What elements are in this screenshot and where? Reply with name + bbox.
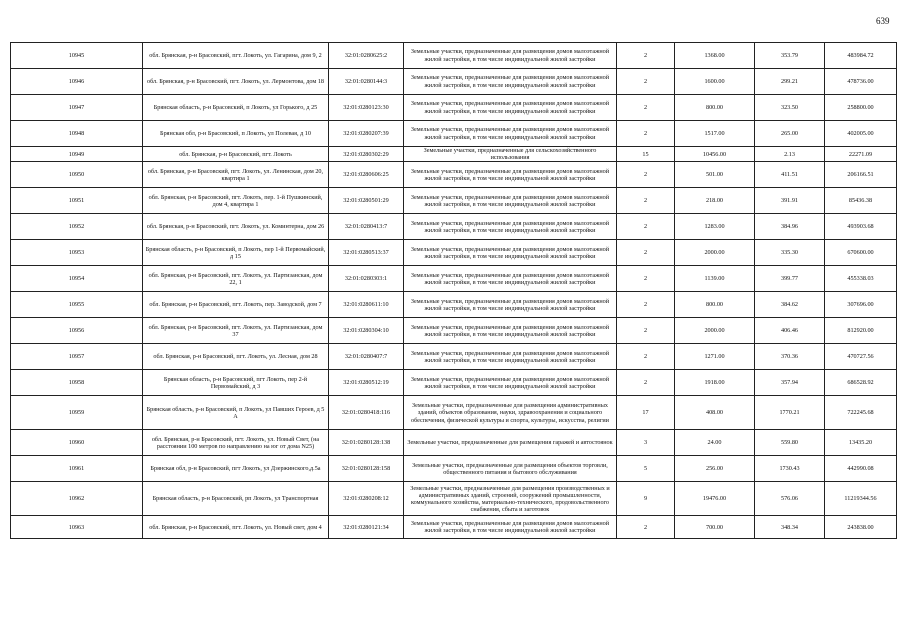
cell-usage: Земельные участки, предназначенные для размещения домов малоэтажной жилой застройки, в том числе индивидуальной жилой застройки	[404, 516, 617, 539]
table-row	[11, 69, 897, 95]
cell-usage: Земельные участки, предназначенные для размещения домов малоэтажной жилой застройки, в том числе индивидуальной жилой застройки	[404, 214, 617, 240]
cell-num: 10962	[11, 482, 143, 516]
cell-area: 700.00	[675, 516, 755, 539]
cell-count: 2	[617, 95, 675, 121]
cell-value: 483984.72	[825, 43, 897, 69]
cell-address: обл. Брянская, р-н Брасовский, пгт. Локоть, ул. Новый Свет, (на расстоянии 100 метров по направлению на юг от дома N25)	[143, 430, 329, 456]
cell-cadastral: 32:01:0280128:158	[329, 456, 404, 482]
cell-value: 686528.92	[825, 370, 897, 396]
cell-num: 10956	[11, 318, 143, 344]
cell-price: 384.62	[755, 292, 825, 318]
cell-value: 478736.00	[825, 69, 897, 95]
table-row	[11, 516, 897, 539]
cell-price: 411.51	[755, 162, 825, 188]
table-row	[11, 266, 897, 292]
cell-price: 353.79	[755, 43, 825, 69]
cell-address: обл. Брянская, р-н Брасовский, пгт. Локоть, ул. Гагарина, дом 9, 2	[143, 43, 329, 69]
cell-count: 2	[617, 516, 675, 539]
cell-cadastral: 32:01:0280304:10	[329, 318, 404, 344]
cell-cadastral: 32:01:0280413:7	[329, 214, 404, 240]
cell-num: 10960	[11, 430, 143, 456]
cell-count: 2	[617, 121, 675, 147]
cell-address: Брянская область, р-н Брасовский, п Локоть, пер 1-й Первомайский, д 15	[143, 240, 329, 266]
cell-address: обл. Брянская, р-н Брасовский, пгт. Локоть, пер. 1-й Пушкинский, дом 4, квартира 1	[143, 188, 329, 214]
cell-address: Брянская обл, р-н Брасовский, п Локоть, ул Полевая, д 10	[143, 121, 329, 147]
cell-cadastral: 32:01:0280303:1	[329, 266, 404, 292]
table-row	[11, 121, 897, 147]
cell-price: 576.06	[755, 482, 825, 516]
cell-price: 406.46	[755, 318, 825, 344]
cell-cadastral: 32:01:0280208:12	[329, 482, 404, 516]
cell-address: Брянская область, р-н Брасовский, п Локоть, ул Горького, д 25	[143, 95, 329, 121]
cell-price: 299.21	[755, 69, 825, 95]
cell-value: 493903.68	[825, 214, 897, 240]
cell-usage: Земельные участки, предназначенные для размещения домов малоэтажной жилой застройки, в том числе индивидуальной жилой застройки	[404, 121, 617, 147]
cell-usage: Земельные участки, предназначенные для размещения объектов торговли, общественного питания и бытового обслуживания	[404, 456, 617, 482]
cell-area: 501.00	[675, 162, 755, 188]
cell-cadastral: 32:01:0280501:29	[329, 188, 404, 214]
cell-cadastral: 32:01:0280418:116	[329, 396, 404, 430]
cadastral-value-table	[10, 42, 897, 539]
cell-price: 357.94	[755, 370, 825, 396]
table-row	[11, 43, 897, 69]
cell-price: 1730.43	[755, 456, 825, 482]
cell-count: 2	[617, 162, 675, 188]
cell-usage: Земельные участки, предназначенные для размещения домов малоэтажной жилой застройки, в том числе индивидуальной жилой застройки	[404, 370, 617, 396]
cell-cadastral: 32:01:0280625:2	[329, 43, 404, 69]
cell-area: 19476.00	[675, 482, 755, 516]
cell-value: 258800.00	[825, 95, 897, 121]
cell-area: 1283.00	[675, 214, 755, 240]
table-row	[11, 95, 897, 121]
cell-value: 442990.08	[825, 456, 897, 482]
cell-area: 1368.00	[675, 43, 755, 69]
cell-num: 10955	[11, 292, 143, 318]
table-row	[11, 188, 897, 214]
cell-count: 17	[617, 396, 675, 430]
cell-count: 3	[617, 430, 675, 456]
cell-count: 2	[617, 214, 675, 240]
table-row	[11, 214, 897, 240]
cell-count: 9	[617, 482, 675, 516]
cell-address: Брянская область, р-н Брасовский, рп Локоть, ул Транспортная	[143, 482, 329, 516]
cell-num: 10951	[11, 188, 143, 214]
cell-count: 5	[617, 456, 675, 482]
cell-num: 10957	[11, 344, 143, 370]
cell-count: 2	[617, 266, 675, 292]
cell-value: 206166.51	[825, 162, 897, 188]
cell-value: 22271.09	[825, 147, 897, 162]
cell-value: 13435.20	[825, 430, 897, 456]
cell-cadastral: 32:01:0280513:37	[329, 240, 404, 266]
cell-value: 670600.00	[825, 240, 897, 266]
cell-value: 402005.00	[825, 121, 897, 147]
cell-value: 812920.00	[825, 318, 897, 344]
cell-area: 1918.00	[675, 370, 755, 396]
cell-value: 722245.68	[825, 396, 897, 430]
cell-num: 10948	[11, 121, 143, 147]
cell-count: 2	[617, 69, 675, 95]
cell-cadastral: 32:01:0280121:34	[329, 516, 404, 539]
cell-address: обл. Брянская, р-н Брасовский, пгт. Локоть, ул. Коминтерна, дом 26	[143, 214, 329, 240]
cell-usage: Земельные участки, предназначенные для размещения домов малоэтажной жилой застройки, в том числе индивидуальной жилой застройки	[404, 240, 617, 266]
cell-usage: Земельные участки, предназначенные для размещения домов малоэтажной жилой застройки, в том числе индивидуальной жилой застройки	[404, 344, 617, 370]
cell-value: 455338.03	[825, 266, 897, 292]
table-row	[11, 162, 897, 188]
cell-cadastral: 32:01:0280123:30	[329, 95, 404, 121]
cell-usage: Земельные участки, предназначенные для размещения административных зданий, объектов образования, науки, здравоохранения и социального обеспечения, физической культуры и спорта, культуры, искусства, религии	[404, 396, 617, 430]
cell-cadastral: 32:01:0280407:7	[329, 344, 404, 370]
cell-count: 15	[617, 147, 675, 162]
cell-num: 10952	[11, 214, 143, 240]
cell-address: обл. Брянская, р-н Брасовский, пгт. Локоть, пер. Заводской, дом 7	[143, 292, 329, 318]
cell-address: обл. Брянская, р-н Брасовский, пгт. Локоть, ул. Лесная, дом 28	[143, 344, 329, 370]
cell-address: обл. Брянская, р-н Брасовский, пгт. Локоть, ул. Лермонтова, дом 18	[143, 69, 329, 95]
cell-count: 2	[617, 188, 675, 214]
table-row	[11, 292, 897, 318]
cell-price: 323.50	[755, 95, 825, 121]
cell-price: 559.80	[755, 430, 825, 456]
cell-address: обл. Брянская, р-н Брасовский, пгт. Локоть, ул. Новый свет, дом 4	[143, 516, 329, 539]
cell-area: 1139.00	[675, 266, 755, 292]
table-row	[11, 430, 897, 456]
cell-price: 399.77	[755, 266, 825, 292]
table-row	[11, 240, 897, 266]
cell-num: 10954	[11, 266, 143, 292]
cell-num: 10945	[11, 43, 143, 69]
cell-cadastral: 32:01:0280611:10	[329, 292, 404, 318]
cell-area: 24.00	[675, 430, 755, 456]
cell-address: Брянская область, р-н Брасовский, п Локоть, ул Павших Героев, д 5 А	[143, 396, 329, 430]
cell-usage: Земельные участки, предназначенные для размещения гаражей и автостоянок	[404, 430, 617, 456]
cell-usage: Земельные участки, предназначенные для размещения производственных и административных зданий, строений, сооружений промышленности, коммунального хозяйства, материально-технического, продовольственного снабжения, сбыта и заготовок	[404, 482, 617, 516]
cell-area: 218.00	[675, 188, 755, 214]
cell-area: 2000.00	[675, 240, 755, 266]
cell-num: 10946	[11, 69, 143, 95]
cell-usage: Земельные участки, предназначенные для размещения домов малоэтажной жилой застройки, в том числе индивидуальной жилой застройки	[404, 266, 617, 292]
cell-address: обл. Брянская, р-н Брасовский, пгт. Локоть, ул. Партизанская, дом 22, 1	[143, 266, 329, 292]
cell-usage: Земельные участки, предназначенные для размещения домов малоэтажной жилой застройки, в том числе индивидуальной жилой застройки	[404, 292, 617, 318]
table-row	[11, 147, 897, 162]
cell-value: 470727.56	[825, 344, 897, 370]
cell-value: 11219344.56	[825, 482, 897, 516]
cell-price: 391.91	[755, 188, 825, 214]
table-row	[11, 370, 897, 396]
cell-num: 10949	[11, 147, 143, 162]
cell-num: 10947	[11, 95, 143, 121]
cell-count: 2	[617, 292, 675, 318]
cell-cadastral: 32:01:0280606:25	[329, 162, 404, 188]
cell-count: 2	[617, 344, 675, 370]
cell-cadastral: 32:01:0280512:19	[329, 370, 404, 396]
table-row	[11, 396, 897, 430]
table-row	[11, 482, 897, 516]
table-row	[11, 456, 897, 482]
cell-value: 307696.00	[825, 292, 897, 318]
cell-area: 256.00	[675, 456, 755, 482]
cell-count: 2	[617, 240, 675, 266]
page-number: 639	[876, 16, 890, 26]
cell-num: 10958	[11, 370, 143, 396]
cell-cadastral: 32:01:0280207:39	[329, 121, 404, 147]
cell-value: 243838.00	[825, 516, 897, 539]
cell-price: 265.00	[755, 121, 825, 147]
cell-usage: Земельные участки, предназначенные для размещения домов малоэтажной жилой застройки, в том числе индивидуальной жилой застройки	[404, 69, 617, 95]
cell-area: 408.00	[675, 396, 755, 430]
cell-address: обл. Брянская, р-н Брасовский, пгт. Локоть	[143, 147, 329, 162]
cell-num: 10963	[11, 516, 143, 539]
cell-price: 1770.21	[755, 396, 825, 430]
cell-area: 1600.00	[675, 69, 755, 95]
cell-price: 2.13	[755, 147, 825, 162]
cell-area: 10456.00	[675, 147, 755, 162]
cell-area: 1517.00	[675, 121, 755, 147]
cell-address: Брянская обл, р-н Брасовский, пгт Локоть, ул Дзержинского,д.5а	[143, 456, 329, 482]
cell-usage: Земельные участки, предназначенные для размещения домов малоэтажной жилой застройки, в том числе индивидуальной жилой застройки	[404, 318, 617, 344]
cell-cadastral: 32:01:0280144:3	[329, 69, 404, 95]
cell-area: 800.00	[675, 292, 755, 318]
cell-address: обл. Брянская, р-н Брасовский, пгт. Локоть, ул. Партизанская, дом 37	[143, 318, 329, 344]
cell-area: 2000.00	[675, 318, 755, 344]
cell-address: Брянская область, р-н Брасовский, пгт Локоть, пер 2-й Первомайский, д 3	[143, 370, 329, 396]
cell-price: 370.36	[755, 344, 825, 370]
cell-area: 1271.00	[675, 344, 755, 370]
cell-price: 348.34	[755, 516, 825, 539]
cell-count: 2	[617, 43, 675, 69]
cell-usage: Земельные участки, предназначенные для сельскохозяйственного использования	[404, 147, 617, 162]
cell-num: 10961	[11, 456, 143, 482]
table-row	[11, 318, 897, 344]
cell-num: 10953	[11, 240, 143, 266]
cell-usage: Земельные участки, предназначенные для размещения домов малоэтажной жилой застройки, в том числе индивидуальной жилой застройки	[404, 162, 617, 188]
cell-count: 2	[617, 318, 675, 344]
cell-count: 2	[617, 370, 675, 396]
cell-usage: Земельные участки, предназначенные для размещения домов малоэтажной жилой застройки, в том числе индивидуальной жилой застройки	[404, 95, 617, 121]
cell-usage: Земельные участки, предназначенные для размещения домов малоэтажной жилой застройки, в том числе индивидуальной жилой застройки	[404, 188, 617, 214]
table-row	[11, 344, 897, 370]
cell-usage: Земельные участки, предназначенные для размещения домов малоэтажной жилой застройки, в том числе индивидуальной жилой застройки	[404, 43, 617, 69]
cell-price: 384.96	[755, 214, 825, 240]
cell-price: 335.30	[755, 240, 825, 266]
cell-cadastral: 32:01:0280302:29	[329, 147, 404, 162]
cell-num: 10959	[11, 396, 143, 430]
cell-address: обл. Брянская, р-н Брасовский, пгт. Локоть, ул. Ленинская, дом 20, квартира 1	[143, 162, 329, 188]
cell-value: 85436.38	[825, 188, 897, 214]
cell-area: 800.00	[675, 95, 755, 121]
cell-num: 10950	[11, 162, 143, 188]
cell-cadastral: 32:01:0280128:138	[329, 430, 404, 456]
